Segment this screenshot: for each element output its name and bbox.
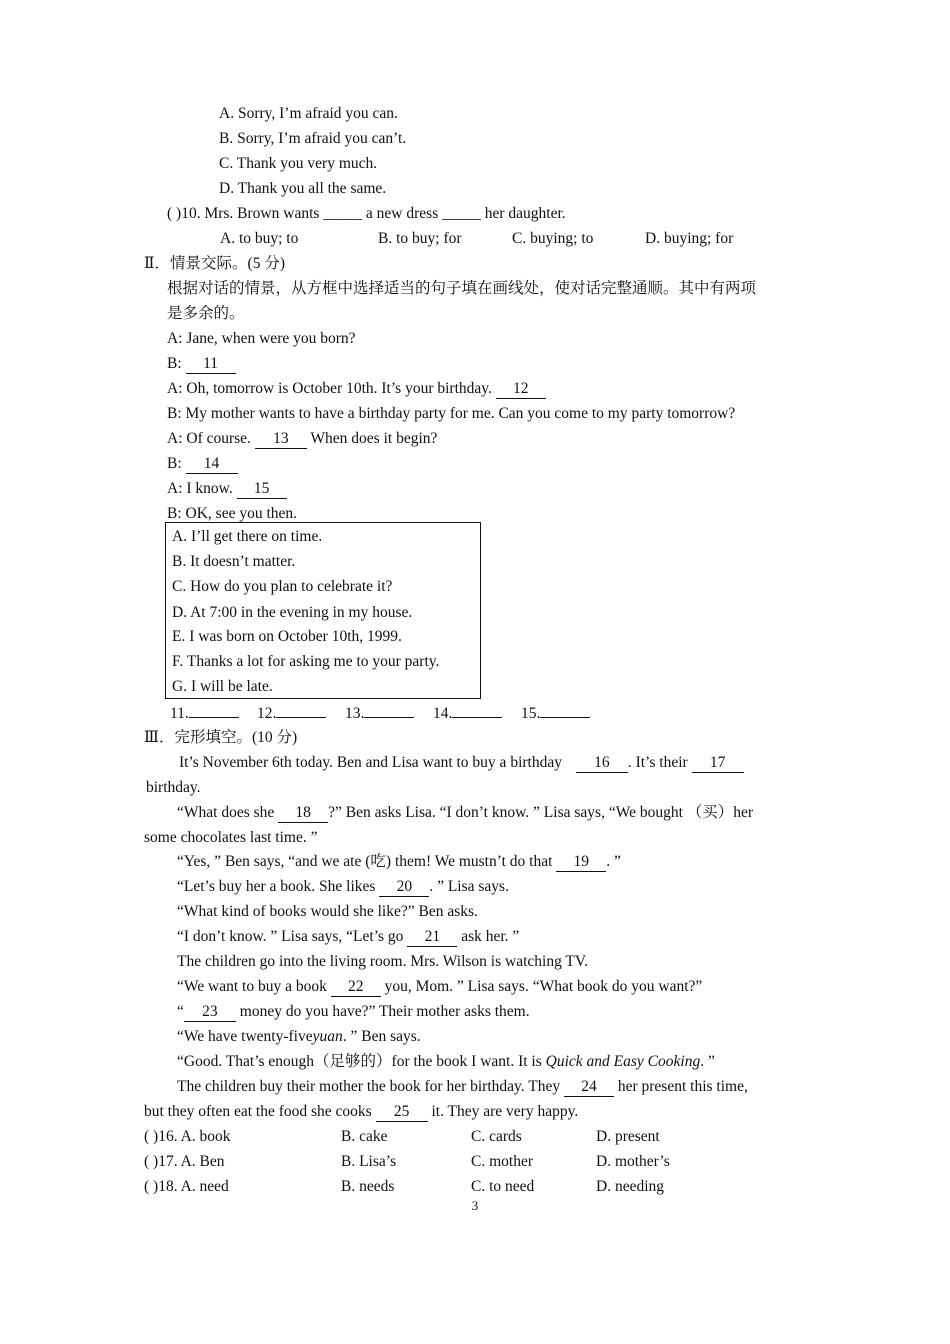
passage-line: “I don’t know. ” Lisa says, “Let’s go 21 ask her. ”: [177, 928, 520, 945]
q18-option-c: C. to need: [471, 1178, 535, 1195]
answer-paren[interactable]: ( ): [144, 1153, 159, 1170]
blank-20[interactable]: 20: [379, 878, 429, 897]
passage-line: but they often eat the food she cooks 25 it. They are very happy.: [144, 1103, 579, 1120]
answer-13: 13.: [345, 704, 414, 724]
options-box: [165, 522, 481, 699]
blank-25[interactable]: 25: [376, 1103, 428, 1122]
q18-option-d: D. needing: [596, 1178, 665, 1195]
answer-14: 14.: [433, 704, 502, 724]
passage-line: The children buy their mother the book for her birthday. They 24 her present this time,: [177, 1078, 748, 1095]
blank-15[interactable]: 15: [237, 480, 287, 499]
passage-line: birthday.: [146, 779, 201, 796]
answer-15: 15.: [521, 704, 590, 724]
dialogue-line: A: I know. 15: [167, 479, 287, 499]
blank-13[interactable]: 13: [255, 430, 307, 449]
q18-option-b: B. needs: [341, 1178, 395, 1195]
answer-blank-11[interactable]: [189, 717, 239, 718]
blank-21[interactable]: 21: [407, 928, 457, 947]
q9-option-d: D. Thank you all the same.: [219, 180, 387, 197]
q10-stem: ( )10. Mrs. Brown wants _____ a new dress _____ her daughter.: [167, 205, 566, 222]
q16-option-c: C. cards: [471, 1128, 522, 1145]
answer-11: 11.: [170, 704, 239, 724]
passage-line: “What kind of books would she like?” Ben asks.: [177, 903, 478, 920]
passage-line: “Let’s buy her a book. She likes 20 . ” Lisa says.: [177, 878, 509, 895]
section-2-instruction-cont: 是多余的。: [167, 305, 245, 322]
box-option-b: B. It doesn’t matter.: [172, 553, 296, 570]
answer-blank-14[interactable]: [452, 717, 502, 718]
question-18: ( )18. A. need: [144, 1178, 229, 1195]
passage-line: It’s November 6th today. Ben and Lisa want to buy a birthday 16 . It’s their 17: [179, 753, 744, 773]
dialogue-line: A: Oh, tomorrow is October 10th. It’s your birthday. 12: [167, 379, 546, 399]
q17-option-d: D. mother’s: [596, 1153, 670, 1170]
question-17: ( )17. A. Ben: [144, 1153, 225, 1170]
dialogue-line: A: Of course. 13 When does it begin?: [167, 430, 438, 447]
page-number: 3: [471, 1198, 479, 1213]
q10-option-b: B. to buy; for: [378, 230, 462, 247]
q9-option-b: B. Sorry, I’m afraid you can’t.: [219, 130, 407, 147]
section-2-instruction: 根据对话的情景，从方框中选择适当的句子填在画线处，使对话完整通顺。其中有两项: [167, 280, 757, 297]
answer-paren: ( ): [167, 205, 182, 222]
blank-19[interactable]: 19: [556, 853, 606, 872]
answer-blank-13[interactable]: [364, 717, 414, 718]
q10-option-c: C. buying; to: [512, 230, 594, 247]
answer-paren[interactable]: ( ): [144, 1128, 159, 1145]
box-option-a: A. I’ll get there on time.: [172, 528, 323, 545]
answer-blank-15[interactable]: [540, 717, 590, 718]
answer-blank-12[interactable]: [276, 717, 326, 718]
box-option-e: E. I was born on October 10th, 1999.: [172, 628, 402, 645]
answer-paren[interactable]: ( ): [144, 1178, 159, 1195]
dialogue-line: B: 14: [167, 454, 238, 474]
q10-option-d: D. buying; for: [645, 230, 734, 247]
blank-22[interactable]: 22: [331, 978, 381, 997]
blank-23[interactable]: 23: [184, 1003, 236, 1022]
blank-17[interactable]: 17: [692, 754, 744, 773]
q9-option-a: A. Sorry, I’m afraid you can.: [219, 105, 398, 122]
blank-18[interactable]: 18: [278, 804, 328, 823]
box-option-f: F. Thanks a lot for asking me to your party.: [172, 653, 440, 670]
blank-24[interactable]: 24: [564, 1078, 614, 1097]
q16-option-b: B. cake: [341, 1128, 388, 1145]
dialogue-line: B: 11: [167, 354, 236, 374]
q16-option-d: D. present: [596, 1128, 660, 1145]
dialogue-line: A: Jane, when were you born?: [167, 330, 356, 347]
answer-12: 12.: [257, 704, 326, 724]
section-3-heading: Ⅲ．完形填空。(10 分): [144, 729, 298, 746]
passage-line: “Good. That’s enough（足够的）for the book I want. It is Quick and Easy Cooking. ”: [177, 1053, 715, 1070]
passage-line: “ 23 money do you have?” Their mother asks them.: [177, 1003, 530, 1020]
q17-option-b: B. Lisa’s: [341, 1153, 397, 1170]
passage-line: The children go into the living room. Mrs. Wilson is watching TV.: [177, 953, 588, 970]
blank-12[interactable]: 12: [496, 380, 546, 399]
passage-line: “What does she 18 ?” Ben asks Lisa. “I don’t know. ” Lisa says, “We bought （买）her: [177, 804, 754, 821]
dialogue-line: B: OK, see you then.: [167, 505, 298, 522]
passage-line: “We want to buy a book 22 you, Mom. ” Lisa says. “What book do you want?”: [177, 978, 703, 995]
box-option-d: D. At 7:00 in the evening in my house.: [172, 604, 413, 621]
blank-14[interactable]: 14: [186, 455, 238, 474]
dialogue-line: B: My mother wants to have a birthday party for me. Can you come to my party tomorrow?: [167, 405, 736, 422]
q10-option-a: A. to buy; to: [220, 230, 299, 247]
passage-line: “We have twenty-fiveyuan. ” Ben says.: [177, 1028, 421, 1045]
passage-line: some chocolates last time. ”: [144, 829, 318, 846]
q9-option-c: C. Thank you very much.: [219, 155, 378, 172]
blank-11[interactable]: 11: [186, 355, 236, 374]
box-option-g: G. I will be late.: [172, 678, 273, 695]
question-16: ( )16. A. book: [144, 1128, 231, 1145]
blank-16[interactable]: 16: [576, 754, 628, 773]
q17-option-c: C. mother: [471, 1153, 533, 1170]
passage-line: “Yes, ” Ben says, “and we ate (吃) them! We mustn’t do that 19 . ”: [177, 853, 621, 870]
box-option-c: C. How do you plan to celebrate it?: [172, 578, 393, 595]
section-2-heading: Ⅱ．情景交际。(5 分): [144, 255, 285, 272]
